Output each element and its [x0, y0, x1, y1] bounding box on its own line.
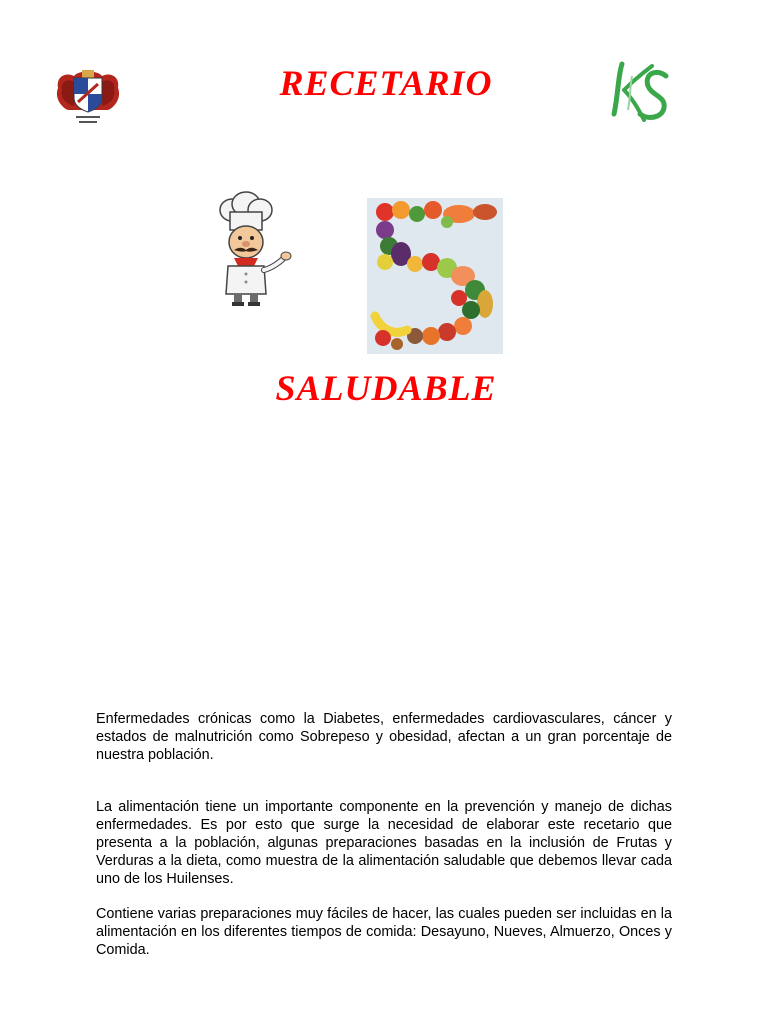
subtitle: SALUDABLE	[275, 368, 497, 408]
ks-logo-icon	[604, 56, 676, 128]
paragraph-purpose: La alimentación tiene un importante componente en la prevención y manejo de dichas enfermedades. Es por esto que surge la necesidad de elaborar este recetario que presenta a la población, algunas preparaciones basadas en la inclusión de Frutas y Verduras a la dieta, como muestra de la alimentación saludable que debemos llevar cada uno de los Huilenses.	[96, 799, 672, 887]
fruit-five-icon	[367, 198, 503, 354]
page-title: RECETARIO	[279, 63, 493, 103]
paragraph-intro: Enfermedades crónicas como la Diabetes, enfermedades cardiovasculares, cáncer y estados de malnutrición como Sobrepeso y obesidad, afectan a un gran porcentaje de nuestra población.	[96, 711, 672, 763]
paragraph-contents: Contiene varias preparaciones muy fáciles de hacer, las cuales pueden ser incluidas en la alimentación en los diferentes tiempos de comida: Desayuno, Nueves, Almuerzo, Onces y Comida.	[96, 906, 672, 958]
chef-icon	[210, 190, 294, 310]
